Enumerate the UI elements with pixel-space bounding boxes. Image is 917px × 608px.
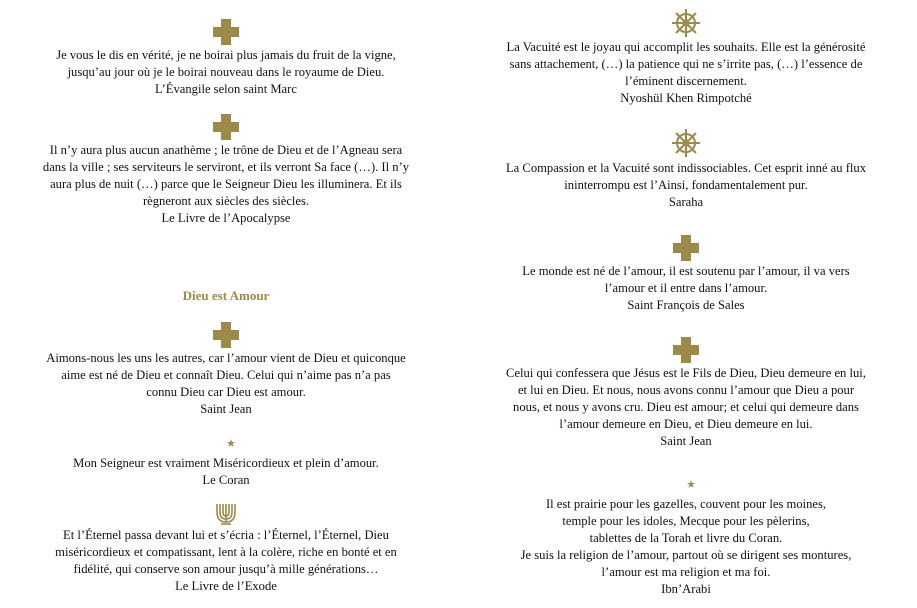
quote-source: Saint Jean bbox=[660, 434, 712, 448]
quote-block-nyoshul bbox=[455, 8, 917, 107]
quote-source: Le Livre de l’Apocalypse bbox=[161, 211, 291, 225]
quote-source: Le Coran bbox=[202, 473, 250, 487]
cross-icon bbox=[672, 234, 700, 262]
quote-block-ibn-arabi bbox=[455, 471, 917, 598]
quote-block-saint-jean-2 bbox=[455, 336, 917, 450]
quote-text: La Compassion et la Vacuité sont indissociables. Cet esprit inné au flux ininterrompu est l’Ainsi, fondamentalement pur. bbox=[505, 161, 867, 192]
quote-text: Je vous le dis en vérité, je ne boirai plus jamais du fruit de la vigne, jusqu’au jour où je le boirai nouveau dans le royaume de Dieu. bbox=[56, 48, 396, 79]
quote-block-saraha bbox=[455, 128, 917, 211]
quote-block-saint-jean bbox=[0, 321, 452, 418]
cross-icon bbox=[212, 18, 240, 46]
quote-source: Ibn’Arabi bbox=[661, 582, 711, 596]
quote-text: Mon Seigneur est vraiment Miséricordieux et plein d’amour. bbox=[73, 456, 379, 470]
quote-source: Saint François de Sales bbox=[627, 298, 745, 312]
quote-block-exode bbox=[0, 502, 452, 595]
crescent-star-icon bbox=[214, 430, 238, 454]
quote-block-mark bbox=[0, 18, 452, 98]
dharma-wheel-icon bbox=[671, 128, 701, 158]
quote-text: La Vacuité est le joyau qui accomplit les souhaits. Elle est la générosité sans attachement, (…) la patience qui ne s’irrite pas, (…) l’essence de l’éminent discernement. bbox=[506, 40, 866, 88]
quote-text: Aimons-nous les uns les autres, car l’amour vient de Dieu et quiconque aime est né de Dieu et connaît Dieu. Celui qui n’aime pas n’a pas connu Dieu car Dieu est amour. bbox=[46, 351, 406, 399]
dharma-wheel-icon bbox=[671, 8, 701, 38]
quote-source: Le Livre de l’Exode bbox=[175, 579, 277, 593]
quote-text: Celui qui confessera que Jésus est le Fils de Dieu, Dieu demeure en lui, et lui en Dieu. Et nous, nous avons connu l’amour que Dieu a pour nous, et nous y avons cru. Dieu est amour; et celui qui demeure dans l’amour demeure en Dieu, et Dieu demeure en lui. bbox=[506, 366, 866, 431]
cross-icon bbox=[212, 113, 240, 141]
menorah-icon bbox=[212, 502, 240, 526]
quote-block-francois bbox=[455, 234, 917, 314]
section-heading: Dieu est Amour bbox=[182, 288, 270, 303]
quote-text: Et l’Éternel passa devant lui et s’écria : l’Éternel, l’Éternel, Dieu miséricordieux et compatissant, lent à la colère, riche en bonté et en fidélité, qui conserve son amour jusqu’à mille générations… bbox=[55, 528, 397, 576]
quote-source: Saraha bbox=[668, 195, 704, 209]
cross-icon bbox=[212, 321, 240, 349]
quote-text: Il n’y aura plus aucun anathème ; le trône de Dieu et de l’Agneau sera dans la ville ; ses serviteurs le serviront, et ils verront Sa face (…). Il n’y aura plus de nuit (…) parce que le Seigneur Dieu les illuminera. Et ils règneront aux siècles des siècles. bbox=[42, 143, 410, 208]
quote-text: Le monde est né de l’amour, il est soutenu par l’amour, il va vers l’amour et il entre dans l’amour. bbox=[522, 264, 850, 295]
quote-block-coran bbox=[0, 430, 452, 489]
quote-source: L’Évangile selon saint Marc bbox=[155, 82, 297, 96]
crescent-star-icon bbox=[674, 471, 698, 495]
quote-source: Nyoshül Khen Rimpotché bbox=[620, 91, 752, 105]
cross-icon bbox=[672, 336, 700, 364]
quote-block-apocalypse bbox=[0, 113, 452, 227]
quote-text: Il est prairie pour les gazelles, couvent pour les moines, temple pour les idoles, Mecque pour les pèlerins, tablettes de la Torah et livre du Coran. Je suis la religion de l’amour, partout où se dirigent ses montures, l’amour est ma religion et ma foi. bbox=[520, 497, 852, 579]
quote-source: Saint Jean bbox=[200, 402, 252, 416]
